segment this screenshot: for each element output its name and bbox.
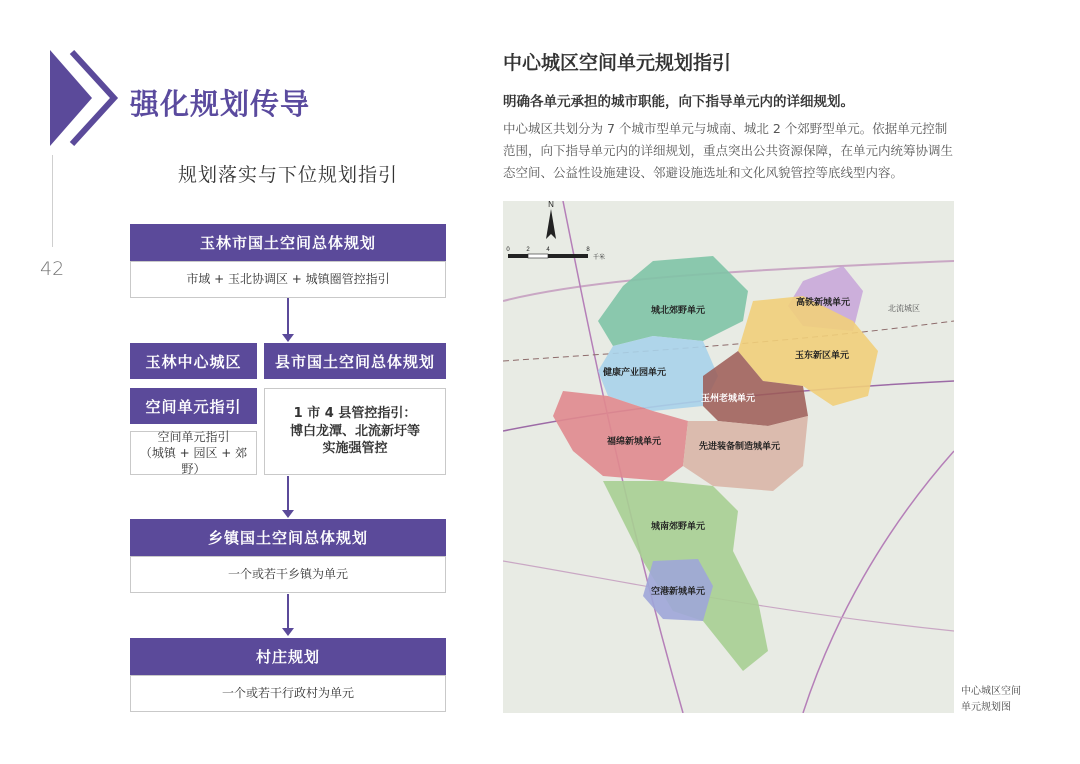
map-label-yudong: 玉东新区单元 [795,351,850,361]
map-label-chengnan: 城南郊野单元 [651,522,706,532]
box-village-plan-title: 村庄规划 [130,638,446,675]
box-space-unit-title: 空间单元指引 [130,388,257,424]
margin-divider [52,155,53,247]
arrow-down-1 [287,298,289,336]
box-county-plan-body [264,388,446,475]
map-label-yuzhou: 玉州老城单元 [701,394,756,404]
scale-tick-2: 4 [546,247,550,253]
county-line2: 博白龙潭、北流新圩等 [289,423,420,439]
map-section-title: 中心城区空间单元规划指引 [503,52,732,74]
box-space-unit-body [130,431,257,475]
space-unit-line1: 空间单元指引 [157,429,230,444]
map-label-xianjin: 先进装备制造城单元 [699,442,781,452]
box-county-plan-title: 县市国土空间总体规划 [264,343,446,379]
map-label-chengbei: 城北郊野单元 [651,306,706,316]
map-label-beiliu: 北流城区 [888,304,920,313]
box-village-plan-body: 一个或若干行政村为单元 [130,675,446,712]
county-line1: 1 市 4 县管控指引： [293,406,417,422]
county-line3: 实施强管控 [322,441,388,457]
map-caption-line2: 单元规划图 [961,702,1011,713]
scale-tick-0: 0 [506,247,510,253]
map-label-fumian: 福绵新城单元 [607,437,662,447]
scale-unit: 千米 [593,255,606,261]
box-central-district: 玉林中心城区 [130,343,257,379]
flow-subtitle: 规划落实与下位规划指引 [177,164,398,186]
scale-tick-3: 8 [586,247,590,253]
arrow-down-2 [287,476,289,512]
map-caption [961,684,1021,716]
box-city-plan-title: 玉林市国土空间总体规划 [130,224,446,261]
chevron-decoration-icon [50,50,122,146]
scale-tick-1: 2 [526,247,530,253]
map-label-konggang: 空港新城单元 [651,587,706,597]
box-township-plan-title: 乡镇国土空间总体规划 [130,519,446,556]
box-city-plan-body: 市域 + 玉北协调区 + 城镇圈管控指引 [130,261,446,298]
box-township-plan-body: 一个或若干乡镇为单元 [130,556,446,593]
map-caption-line1: 中心城区空间 [961,686,1021,697]
section-title: 强化规划传导 [130,87,311,121]
map-section-lead: 明确各单元承担的城市职能，向下指导单元内的详细规划。 [503,94,854,110]
page-number: 42 [40,258,65,280]
space-unit-map [503,201,954,713]
map-svg [503,201,954,713]
map-section-body: 中心城区共划分为 7 个城市型单元与城南、城北 2 个郊野型单元。依据单元控制范围，向下指导单元内的详细规划，重点突出公共资源保障，在单元内统筹协调生态空间、公益性设施建设、邻避设施选址和文化风貌管控等底线型内容。 [503,121,954,180]
arrow-down-3 [287,594,289,630]
map-label-jiankang: 健康产业园单元 [603,368,667,378]
map-label-gaotie: 高铁新城单元 [796,298,851,308]
north-label: N [548,201,554,209]
space-unit-line2: （城镇 + 园区 + 郊野） [139,445,248,477]
